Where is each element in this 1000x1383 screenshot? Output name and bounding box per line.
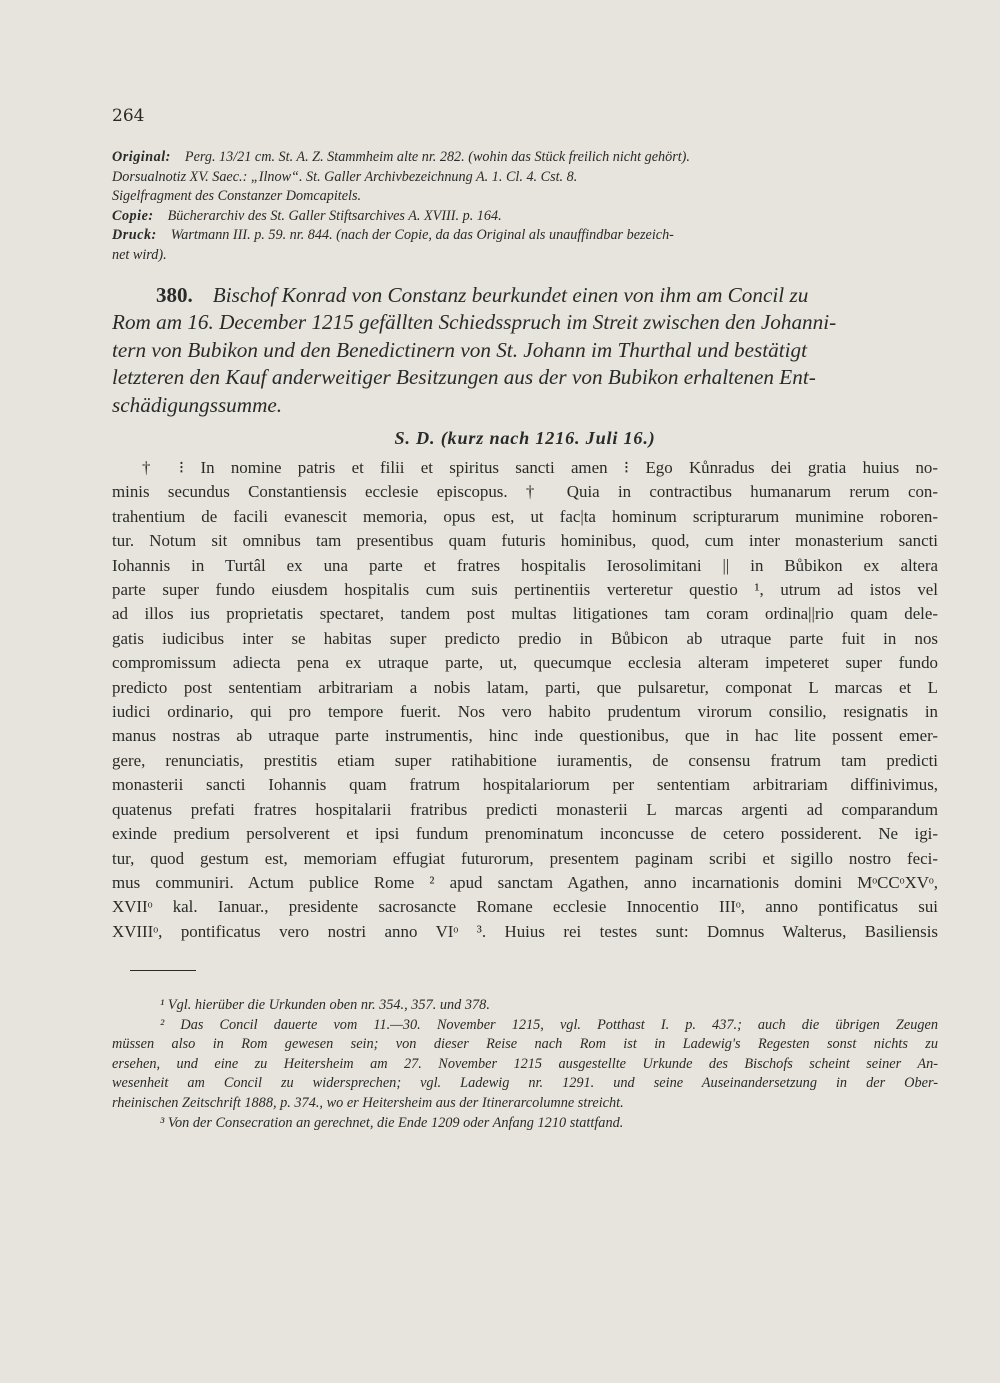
text-line: quatenus prefati fratres hospitalarii fratribus predicti monasterii L marcas argenti ad comparandum [112,799,938,819]
copy-line [112,207,942,227]
heading-line: Rom am 16. December 1215 gefällten Schiedsspruch im Streit zwischen den Johanni- [112,310,837,335]
footnote-2-line: wesenheit am Concil zu widersprechen; vgl. Ladewig nr. 1291. und seine Auseinandersetzung in der Ober- [112,1075,938,1092]
print-continuation: net wird). [112,246,167,263]
text-line: XVIIIᵒ, pontificatus vero nostri anno VIᵒ ³. Huius rei testes sunt: Domnus Walterus, Basiliensis [112,921,938,941]
text-line: mus communiri. Actum publice Rome ² apud sanctam Agathen, anno incarnationis domini MᵒCCᵒXVᵒ, [112,872,938,892]
text-line: predicto post sententiam arbitrariam a nobis latam, parti, que pulsaretur, componat L marcas et L [112,677,938,697]
document-dating: S. D. (kurz nach 1216. Juli 16.) [394,428,656,448]
footnote-2-line: müssen also in Rom gewesen sein; von dieser Reise nach Rom ist in Ladewig's Regesten sonst nichts zu [112,1036,938,1053]
text-line: gatis iudicibus inter se habitas super predicto predio in Bůbicon ab utraque parte fuit in nos [112,628,938,648]
text-line: manus nostras ab utraque parte instrumentis, hinc inde questionibus, que in hac lite possent emer- [112,726,938,746]
text-line: parte super fundo eiusdem hospitalis cum suis pertinentiis verteretur questio ¹, utrum ad istos vel [112,580,938,600]
text-line: compromissum adiecta pena ex utraque parte, ut, quecumque ecclesia alteram impeteret super fundo [112,653,938,673]
document-number: 380. [156,283,193,307]
archival-notes [112,148,942,265]
original-line [112,148,942,168]
text-line: exinde predium persolverent et ipsi fundum prenominatum inconcusse de cetero possiderent. Ne igi- [112,824,938,844]
original-text: Perg. 13/21 cm. St. A. Z. Stammheim alte nr. 282. (wohin das Stück freilich nicht gehört). [184,149,690,165]
heading-line: letzteren den Kauf anderweitiger Besitzungen aus der von Bubikon erhaltenen Ent- [112,365,816,390]
copy-label: Copie: [112,207,154,224]
footnote-2-line: rheinischen Zeitschrift 1888, p. 374., wo er Heitersheim aus der Itinerarcolumne streicht. [112,1094,624,1111]
heading-line: 380. Bischof Konrad von Constanz beurkundet einen von ihm am Concil zu [112,282,938,309]
charter-text [112,456,938,944]
text-line: iudici ordinario, qui pro tempore fuerit. Nos vero habito prudentum virorum consilio, resignatis in [112,702,938,722]
document-heading [112,282,938,419]
seal-note: Sigelfragment des Constanzer Domcapitels. [112,188,362,204]
text-line: XVIIᵒ kal. Ianuar., presidente sacrosancte Romane ecclesie Innocentio IIIᵒ, anno pontificatus sui [112,897,938,917]
text-line: trahentium de facili evanescit memoria, opus est, ut fac|ta hominum scripturarum munimine roboren- [112,506,938,526]
page-number: 264 [112,106,145,126]
print-line [112,226,942,246]
footnotes [112,996,938,1133]
footnote-divider [130,970,196,971]
footnote-1: ¹ Vgl. hierüber die Urkunden oben nr. 354., 357. und 378. [160,997,490,1013]
footnote-2: ² Das Concil dauerte vom 11.—30. November 1215, vgl. Potthast I. p. 437.; auch die übrigen Zeugen [160,1016,938,1033]
print-text: Wartmann III. p. 59. nr. 844. (nach der Copie, da das Original als unauffindbar bezeich- [170,227,674,243]
text-line: † ⁝ In nomine patris et filii et spiritus sancti amen ⁝ Ego Kůnradus dei gratia huius no- [142,458,938,477]
heading-line: tern von Bubikon und den Benedictinern von St. Johann im Thurthal und bestätigt [112,337,807,362]
text-line: monasterii sancti Iohannis quam fratrum hospitalariorum per sententiam arbitrariam diffinivimus, [112,775,938,795]
text-line: Iohannis in Turtâl ex una parte et fratres hospitalis Ierosolimitani || in Bůbikon ex altera [112,555,938,575]
text-line: gere, renunciatis, prestitis etiam super ratihabitione iuramentis, de consensu fratrum tam predicti [112,750,938,770]
text-line: ad illos ius proprietatis spectaret, tandem post multas litigationes tam coram ordina||rio quam dele- [112,604,938,624]
copy-text: Bücherarchiv des St. Galler Stiftsarchives A. XVIII. p. 164. [167,207,502,224]
dorsual-note: Dorsualnotiz XV. Saec.: „Ilnow“. St. Galler Archivbezeichnung A. 1. Cl. 4. Cst. 8. [112,168,578,185]
text-line: tur, quod gestum est, memoriam effugiat futurorum, presentem paginam scribi et sigillo nostro feci- [112,848,938,868]
heading-line: schädigungssumme. [112,392,283,417]
original-label: Original: [112,149,171,165]
footnote-3: ³ Von der Consecration an gerechnet, die Ende 1209 oder Anfang 1210 stattfand. [160,1114,624,1131]
text-line: tur. Notum sit omnibus tam presentibus quam futuris hominibus, quod, cum inter monasterium sancti [112,531,938,551]
text-line: minis secundus Constantiensis ecclesie episcopus. † Quia in contractibus humanarum rerum con- [112,482,938,502]
print-label: Druck: [112,227,157,243]
footnote-2-line: ersehen, und eine zu Heitersheim am 27. November 1215 ausgestellte Urkunde des Bischofs scheint seiner An- [112,1055,938,1072]
